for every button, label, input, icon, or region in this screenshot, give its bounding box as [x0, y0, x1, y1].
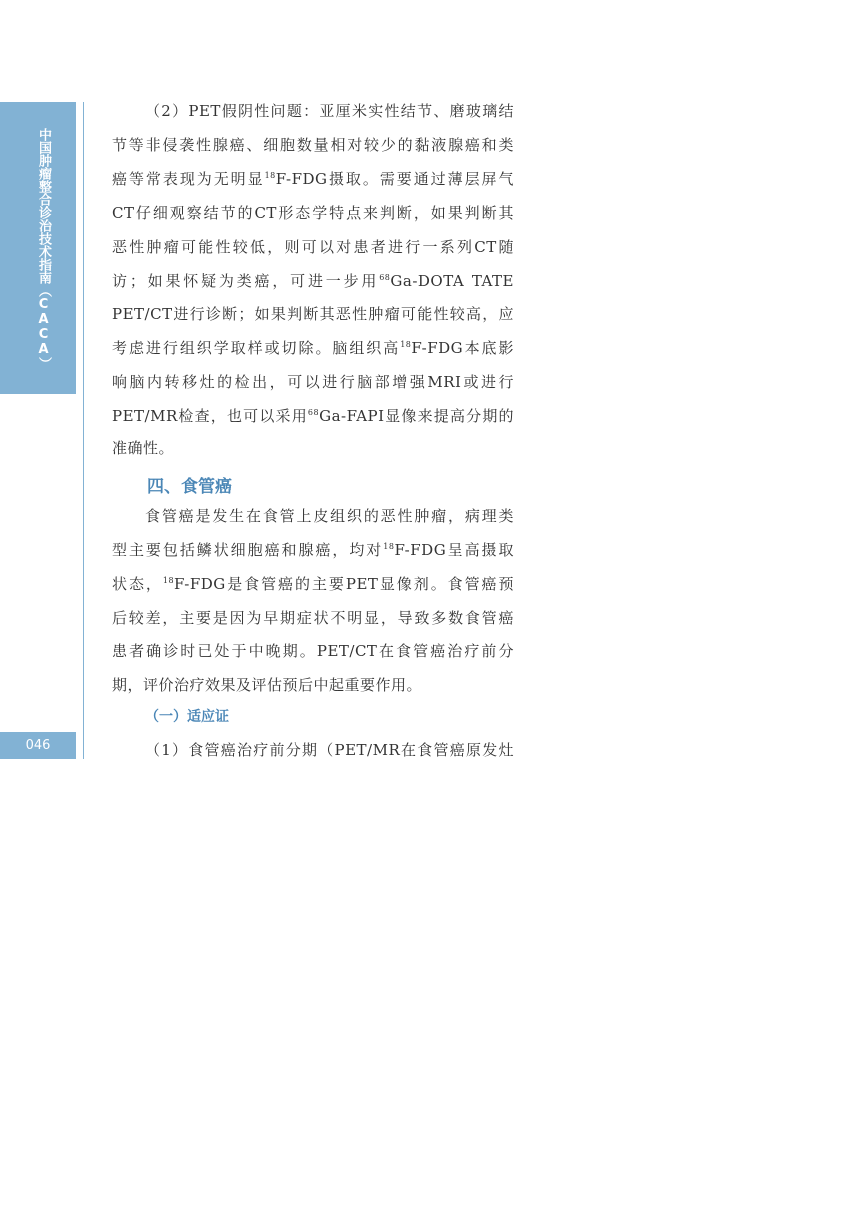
text-line: 访；如果怀疑为类癌，可进一步用$^{68}$Ga-DOTA TATE [112, 272, 514, 290]
text-line: 期，评价治疗效果及评估预后中起重要作用。 [112, 676, 423, 694]
text-line: 患者确诊时已处于中晚期。PET/CT在食管癌治疗前分 [112, 642, 514, 660]
text-line: 后较差，主要是因为早期症状不明显，导致多数食管癌 [112, 609, 514, 627]
text-line: 食管癌是发生在食管上皮组织的恶性肿瘤，病理类 [145, 507, 514, 525]
text-line: （1）食管癌治疗前分期（PET/MR在食管癌原发灶 [145, 741, 514, 759]
text-line: 恶性肿瘤可能性较低，则可以对患者进行一系列CT随 [112, 238, 514, 256]
text-line: （2）PET假阴性问题：亚厘米实性结节、磨玻璃结 [145, 102, 514, 120]
section-heading: 四、食管癌 [147, 477, 232, 497]
margin-rule [83, 102, 84, 759]
text-line: 型主要包括鳞状细胞癌和腺癌，均对$^{18}$F-FDG呈高摄取 [112, 541, 514, 559]
text-line: 响脑内转移灶的检出，可以进行脑部增强MRI或进行 [112, 373, 514, 391]
text-line: 考虑进行组织学取样或切除。脑组织高$^{18}$F-FDG本底影 [112, 339, 514, 357]
text-line: 状态，$^{18}$F-FDG是食管癌的主要PET显像剂。食管癌预 [112, 575, 514, 593]
text-line: PET/CT进行诊断；如果判断其恶性肿瘤可能性较高，应 [112, 305, 514, 323]
text-line: 准确性。 [112, 439, 175, 457]
sidebar-book-title: 中国肿瘤整合诊治技术指南（CACA） [36, 128, 51, 370]
text-line: PET/MR检查，也可以采用$^{68}$Ga-FAPI显像来提高分期的 [112, 407, 514, 425]
page-number: 046 [25, 738, 51, 753]
text-line: CT仔细观察结节的CT形态学特点来判断，如果判断其 [112, 204, 514, 222]
text-line: 癌等常表现为无明显$^{18}$F-FDG摄取。需要通过薄层屏气 [112, 170, 514, 188]
subsection-heading: （一）适应证 [145, 709, 229, 725]
text-line: 节等非侵袭性腺癌、细胞数量相对较少的黏液腺癌和类 [112, 136, 514, 154]
